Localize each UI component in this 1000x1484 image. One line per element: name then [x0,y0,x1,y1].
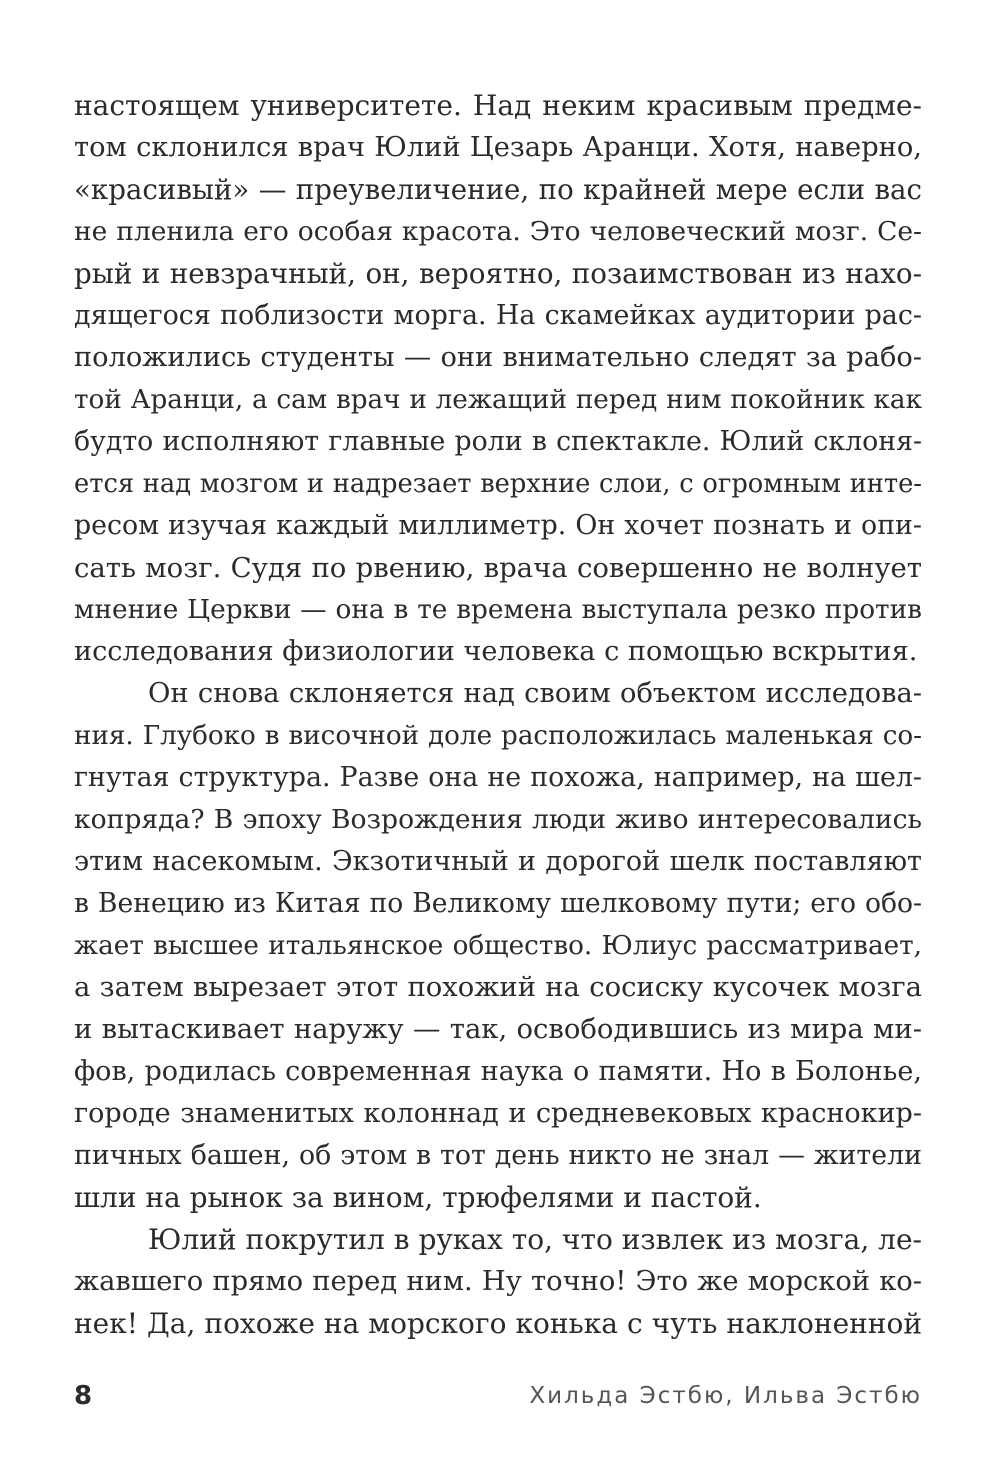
text-line: фов, родилась современная наука о памяти. Но в Болонье, [74,1056,922,1087]
page-footer [74,1376,922,1416]
text-line: ния. Глубоко в височной доле расположилась маленькая со- [74,721,922,751]
running-head-authors: Хильда Эстбю, Ильва Эстбю [529,1383,922,1409]
text-line: той Аранци, а сам врач и лежащий перед ним покойник как [74,385,922,415]
paragraph-first-line: Юлий покрутил в руках то, что извлек из мозга, ле- [148,1223,922,1256]
text-line: ется над мозгом и надрезает верхние слои, с огромным инте- [74,469,922,499]
text-line: будто исполняют главные роли в спектакле. Юлий склоня- [74,426,922,457]
text-line: исследования физиологии человека с помощью вскрытия. [74,636,918,667]
text-line: и вытаскивает наружу — так, освободившись из мира ми- [74,1014,922,1045]
text-line: мнение Церкви — она в те времена выступала резко против [74,595,922,625]
text-line: нек! Да, похоже на морского конька с чуть наклоненной [74,1307,922,1340]
page-number: 8 [74,1381,93,1411]
text-line: дящегося поблизости морга. На скамейках аудитории рас- [74,300,922,331]
text-line: положились студенты — они внимательно следят за рабо- [74,342,922,373]
paragraph-first-line: Он снова склоняется над своим объектом исследова- [148,678,922,709]
text-line: городе знаменитых колоннад и средневековых краснокир- [74,1098,922,1129]
text-line: жает высшее итальянское общество. Юлиус рассматривает, [74,931,922,961]
body-text [74,85,922,1345]
text-line: в Венецию из Китая по Великому шелковому пути; его обо- [74,888,922,919]
text-line: том склонился врач Юлий Цезарь Аранци. Хотя, наверно, [74,132,922,163]
text-line: шли на рынок за вином, трюфелями и пастой. [74,1181,762,1214]
text-line: этим насекомым. Экзотичный и дорогой шелк поставляют [74,846,922,877]
text-line: «красивый» — преувеличение, по крайней мере если вас [74,173,922,206]
text-line: гнутая структура. Разве она не похожа, например, на шел- [74,762,922,793]
text-line: не пленила его особая красота. Это человеческий мозг. Се- [74,216,922,247]
text-line: жавшего прямо перед ним. Ну точно! Это же морской ко- [74,1266,922,1297]
text-line: а затем вырезает этот похожий на сосиску кусочек мозга [74,972,922,1003]
text-line: пичных башен, об этом в тот день никто не знал — жители [74,1140,922,1171]
text-line: копряда? В эпоху Возрождения люди живо интересовались [74,804,922,835]
text-line: сать мозг. Судя по рвению, врача совершенно не волнует [74,552,922,584]
text-line: ресом изучая каждый миллиметр. Он хочет познать и опи- [74,510,922,541]
text-line: настоящем университете. Над неким красивым предме- [74,89,922,122]
text-line: рый и невзрачный, он, вероятно, позаимствован из нахо- [74,257,922,290]
